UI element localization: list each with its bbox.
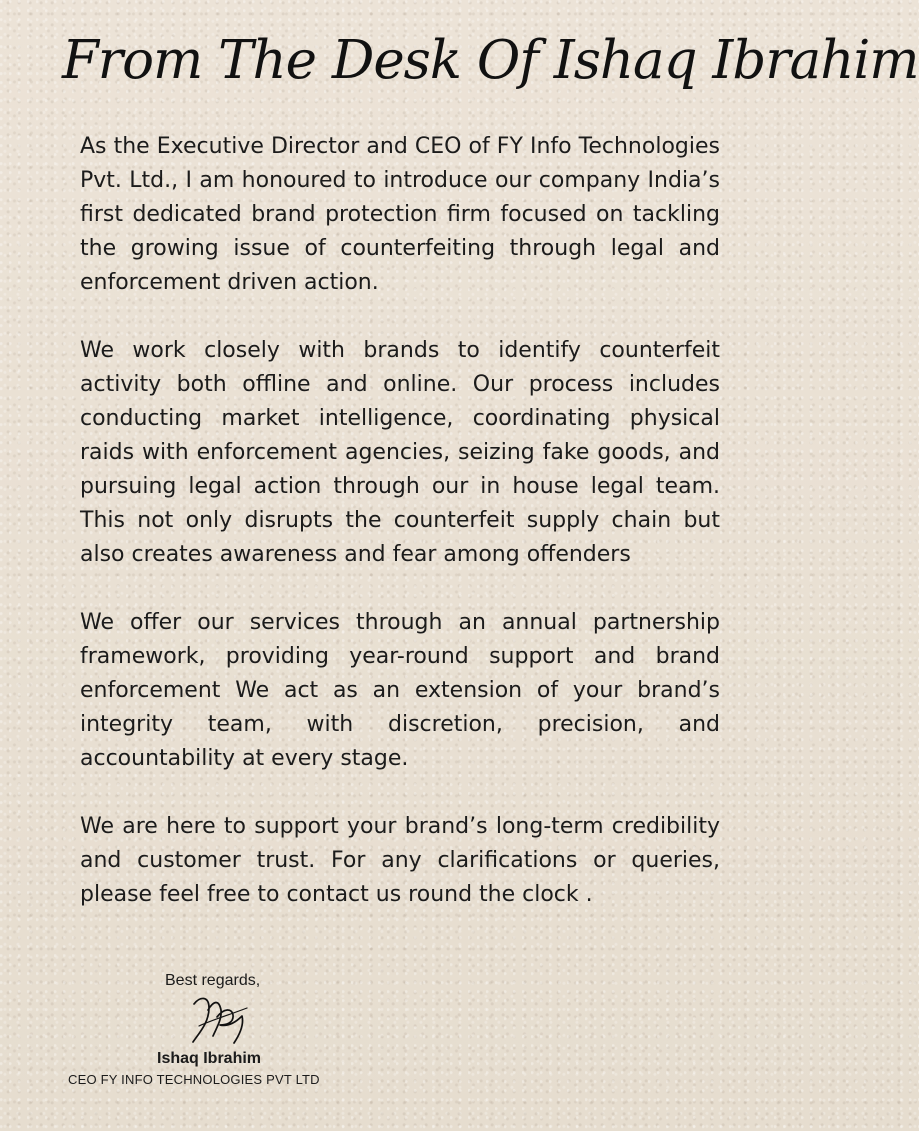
letter-body <box>80 130 720 946</box>
signature-block <box>68 972 428 1102</box>
signature-icon <box>184 990 254 1052</box>
signer-title: CEO FY INFO TECHNOLOGIES PVT LTD <box>68 1072 320 1087</box>
closing-text: Best regards, <box>165 972 261 989</box>
paragraph-partnership: We offer our services through an annual partnership framework, providing year-round support and brand enforcement We act as an extension of your brand’s integrity team, with discretion, precision, and accountability at every stage. <box>80 610 720 771</box>
paragraph-contact: We are here to support your brand’s long-term credibility and customer trust. For any clarifications or queries, please feel free to contact us round the clock . <box>80 814 720 907</box>
letter-heading: From The Desk Of Ishaq Ibrahim <box>62 30 919 91</box>
paragraph-services: We work closely with brands to identify counterfeit activity both offline and online. Our process includes conducting market intelligence, coordinating physical raids with enforcement agencies, seizing fake goods, and pursuing legal action through our in house legal team. This not only disrupts the counterfeit supply chain but also creates awareness and fear among offenders <box>80 338 720 567</box>
paragraph-introduction: As the Executive Director and CEO of FY Info Technologies Pvt. Ltd., I am honoured to introduce our company India’s first dedicated brand protection firm focused on tackling the growing issue of counterfeiting through legal and enforcement driven action. <box>80 134 720 295</box>
signer-name: Ishaq Ibrahim <box>157 1050 262 1067</box>
